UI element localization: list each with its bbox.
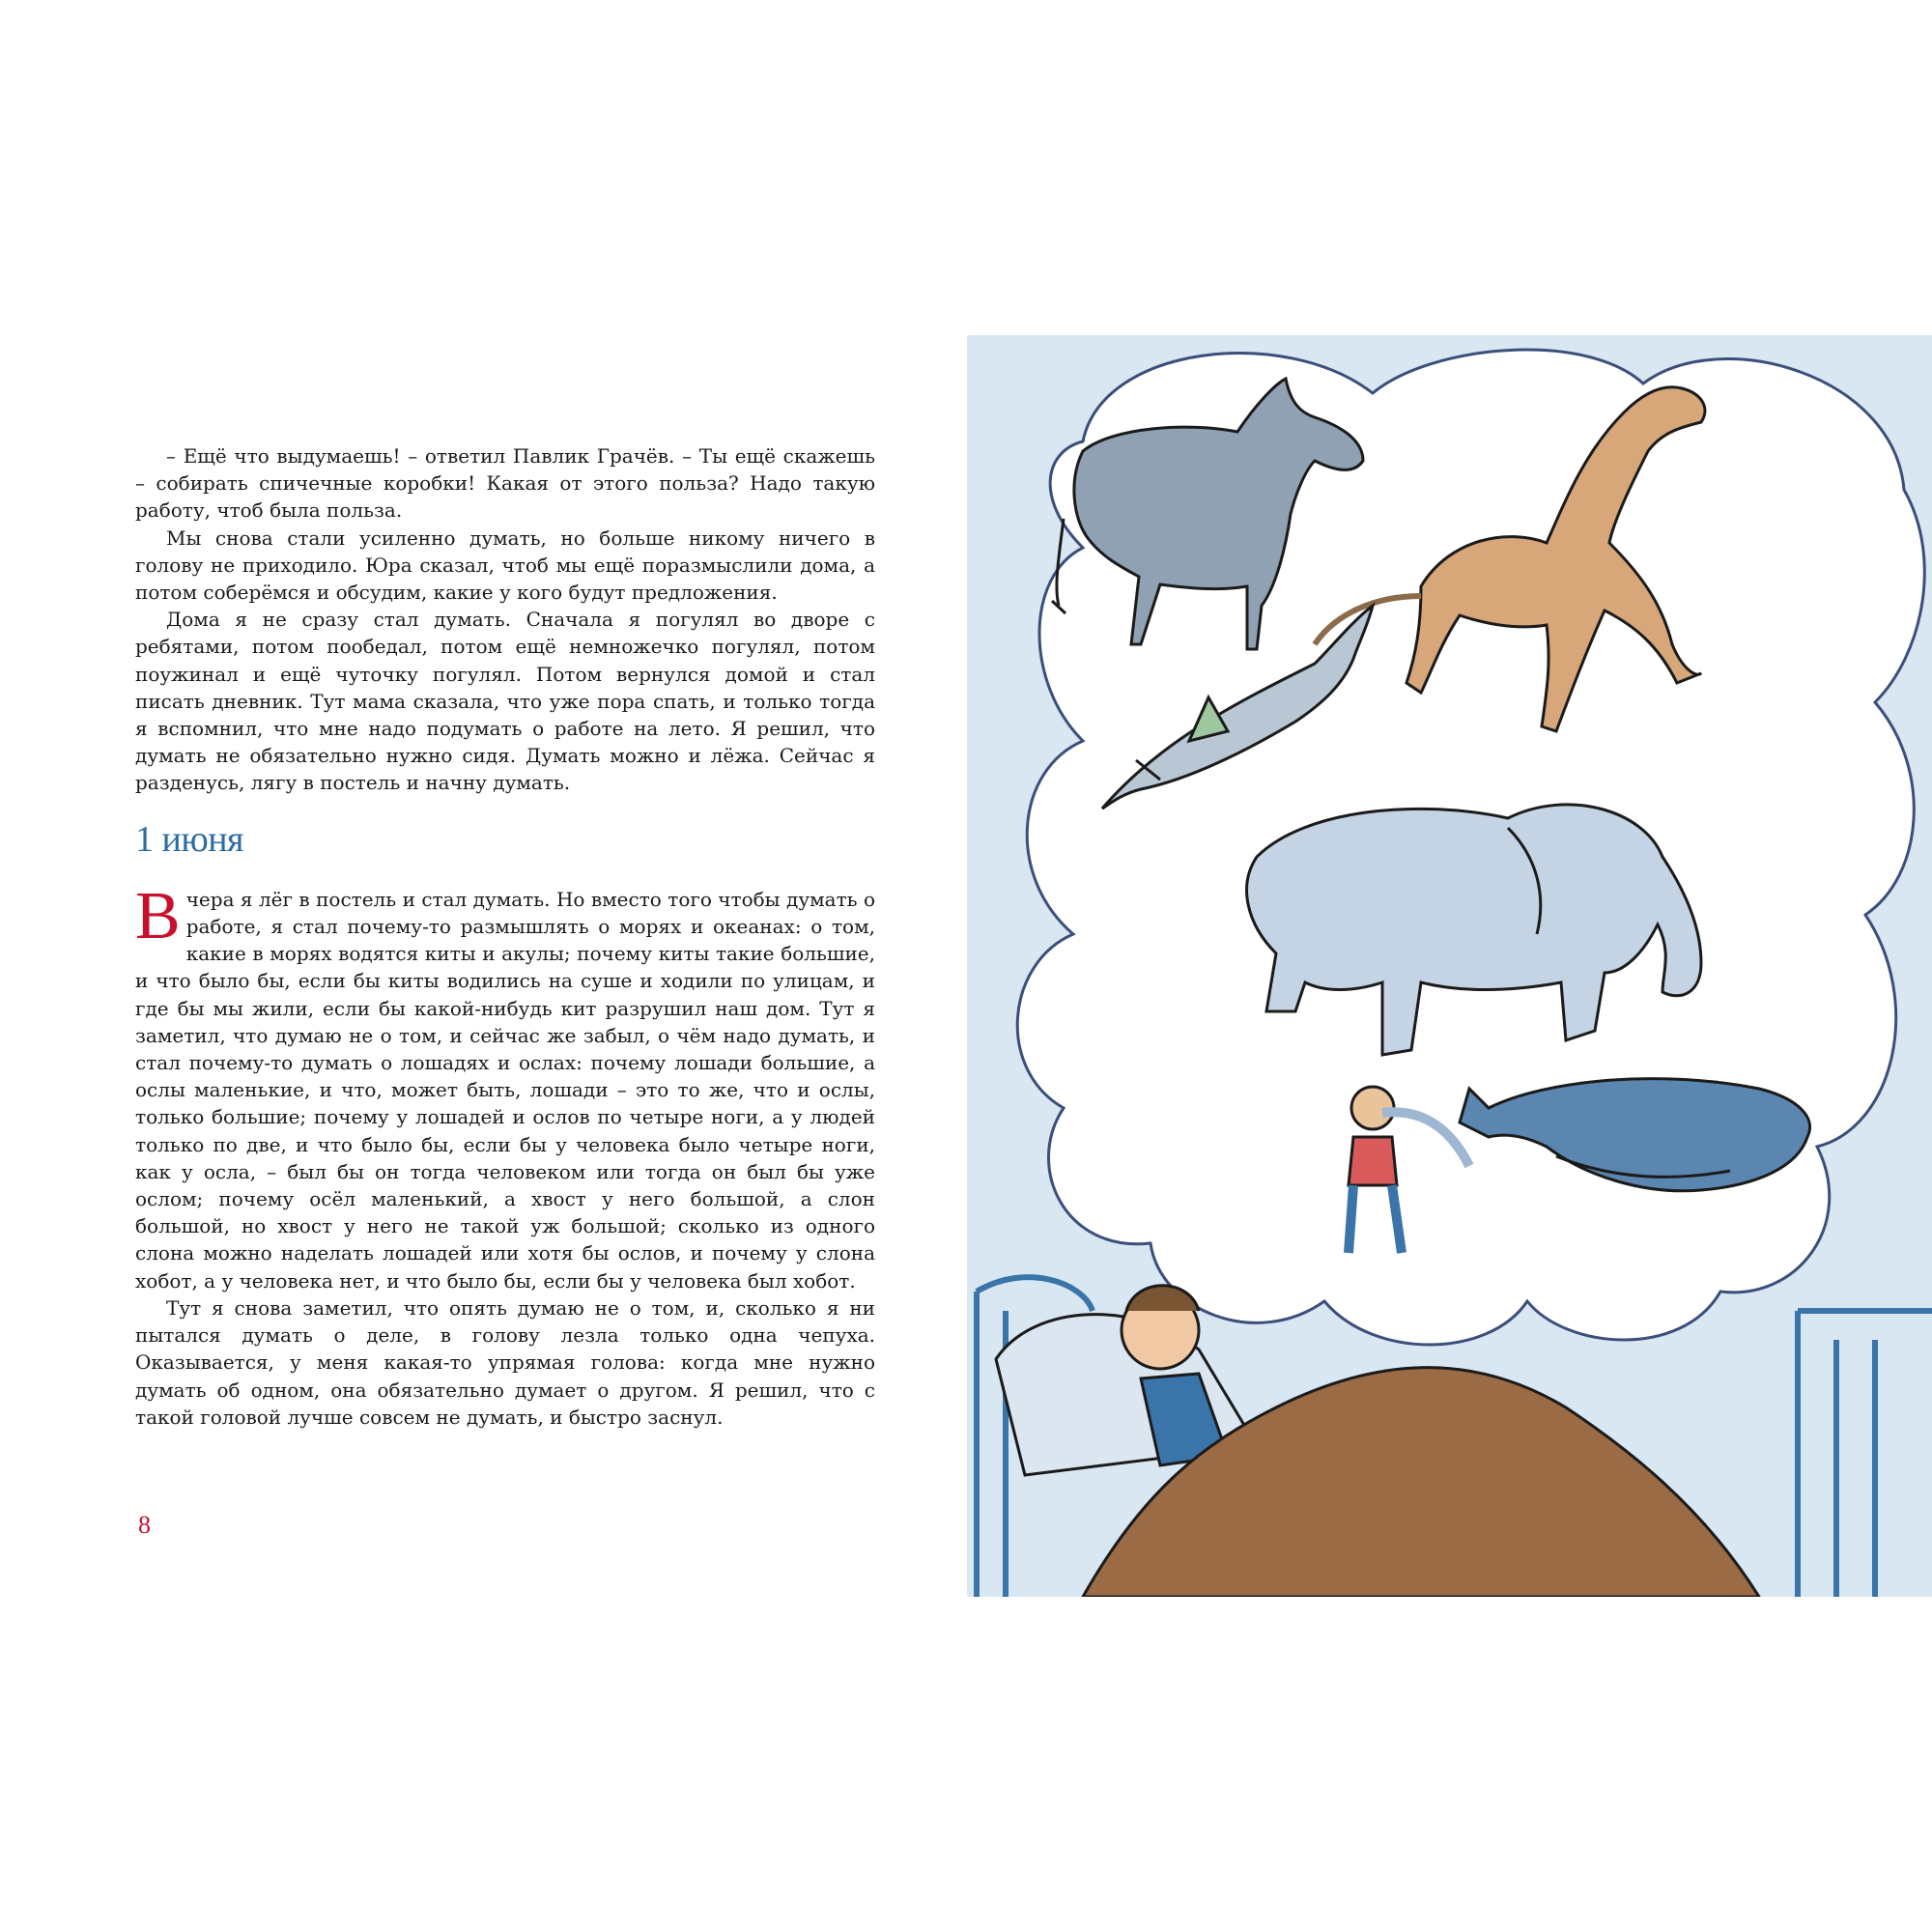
dropcap-letter: В xyxy=(135,878,181,953)
paragraph-2: Мы снова стали усиленно думать, но больше никому ничего в голову не приходило. Юра сказал, чтоб мы ещё поразмыслили дома, а потом соберёмся и обсудим, какие у кого будут предложения. xyxy=(135,526,875,605)
paragraph-dropcap xyxy=(135,878,875,1294)
page-number: 8 xyxy=(138,1511,151,1539)
illustration-svg xyxy=(967,335,1932,1597)
illustration xyxy=(967,335,1932,1597)
paragraph-3: Дома я не сразу стал думать. Сначала я погулял во дворе с ребятами, потом пообедал, потом ещё немножечко погулял, потом поужинал и ещё чуточку погулял. Потом вернулся домой и стал писать дневник. Тут мама сказала, что уже пора спать, и только тогда я вспомнил, что мне надо подумать о работе на лето. Я решил, что думать не обязательно нужно сидя. Думать можно и лёжа. Сейчас я разденусь, лягу в постель и начну думать. xyxy=(135,608,875,795)
text-column xyxy=(135,442,875,1431)
paragraph-last: Тут я снова заметил, что опять думаю не о том, и, сколько я ни пытался думать о деле, в голову лезла только одна чепуха. Оказывается, у меня какая-то упрямая голова: когда мне нужно думать об одном, она обязательно думает о другом. Я решил, что с такой головой лучше совсем не думать, и быстро заснул. xyxy=(135,1295,875,1429)
chapter-heading: 1 июня xyxy=(135,818,244,860)
dropcap-paragraph-text: чера я лёг в постель и стал думать. Но вместо того чтобы думать о работе, я стал почему-то размышлять о морях и океанах: о том, какие в морях водятся киты и акулы; почему киты такие большие, и что было бы, если бы киты водились на суше и ходили по улицам, и где бы мы жили, если бы какой-нибудь кит разрушил наш дом. Тут я заметил, что думаю не о том, и сейчас же забыл, о чём надо думать, и стал почему-то думать о лошадях и ослах: почему лошади большие, а ослы маленькие, и что, может быть, лошади – это то же, что и ослы, только большие; почему у лошадей и ослов по четыре ноги, а у людей только по две, и что было бы, если бы у человека было четыре ноги, как у осла, – был бы он тогда человеком или тогда он был бы уже ослом; почему осёл маленький, а хвост у него большой, а слон большой, но хвост у него не такой уж большой; сколько из одного слона можно наделать лошадей или хотя бы ослов, и почему у слона хобот, а у человека нет, и что было бы, если бы у человека был хобот. xyxy=(135,887,875,1293)
paragraph-1: – Ещё что выдумаешь! – ответил Павлик Грачёв. – Ты ещё скажешь – собирать спичечные коробки! Какая от этого польза? Надо такую работу, чтоб была польза. xyxy=(135,444,875,523)
